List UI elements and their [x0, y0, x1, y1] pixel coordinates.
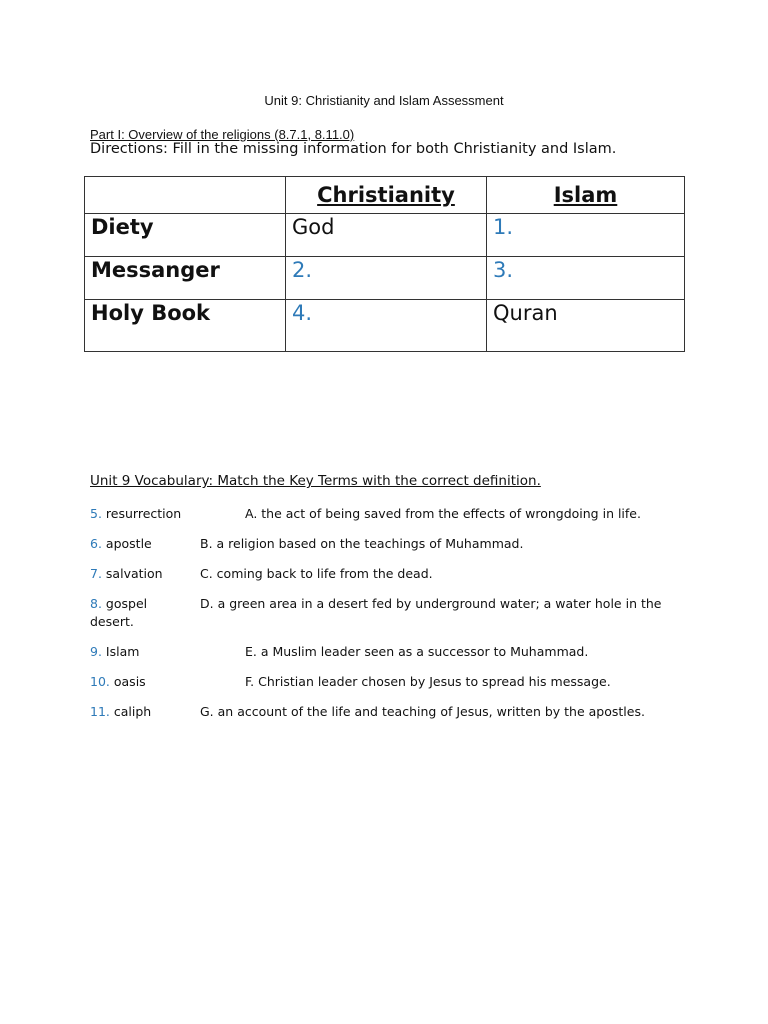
part-heading: Part I: Overview of the religions (8.7.1, 8.11.0) [90, 127, 355, 142]
list-item [90, 643, 589, 661]
answer-blank-1[interactable]: 1. [487, 214, 685, 257]
vocab-definition: D. a green area in a desert fed by underground water; a water hole in the [200, 596, 662, 611]
cell-christianity-diety: God [286, 214, 487, 257]
vocab-definition: E. a Muslim leader seen as a successor to Muhammad. [245, 644, 589, 659]
answer-blank-2[interactable]: 2. [286, 257, 487, 300]
list-item [90, 703, 645, 721]
row-label-holy-book: Holy Book [85, 300, 286, 352]
header-islam: Islam [487, 177, 685, 214]
vocab-number: 10. [90, 674, 110, 689]
vocab-definition: G. an account of the life and teaching of Jesus, written by the apostles. [200, 704, 645, 719]
vocab-term: apostle [105, 536, 152, 551]
cell-islam-holy-book: Quran [487, 300, 685, 352]
vocab-number: 5. [90, 506, 102, 521]
list-item [90, 535, 524, 553]
vocab-number: 9. [90, 644, 102, 659]
vocab-term: Islam [105, 644, 140, 659]
row-label-messanger: Messanger [85, 257, 286, 300]
vocab-number: 6. [90, 536, 102, 551]
vocab-number: 8. [90, 596, 102, 611]
row-label-diety: Diety [85, 214, 286, 257]
vocab-definition: B. a religion based on the teachings of Muhammad. [200, 536, 524, 551]
answer-blank-4[interactable]: 4. [286, 300, 487, 352]
directions-text: Directions: Fill in the missing information for both Christianity and Islam. [90, 141, 617, 157]
vocab-definition: C. coming back to life from the dead. [200, 566, 433, 581]
table-row [85, 214, 685, 257]
list-item [90, 673, 611, 691]
page-title: Unit 9: Christianity and Islam Assessment [264, 93, 504, 108]
header-empty [85, 177, 286, 214]
answer-blank-3[interactable]: 3. [487, 257, 685, 300]
religions-table [84, 176, 685, 352]
table-row [85, 257, 685, 300]
table-header-row [85, 177, 685, 214]
header-christianity: Christianity [286, 177, 487, 214]
list-item [90, 595, 662, 613]
vocab-term: gospel [105, 596, 148, 611]
vocab-number: 11. [90, 704, 110, 719]
list-item [90, 505, 641, 523]
vocab-term: oasis [113, 674, 146, 689]
vocab-heading: Unit 9 Vocabulary: Match the Key Terms with the correct definition. [90, 473, 541, 489]
vocab-number: 7. [90, 566, 102, 581]
table-row [85, 300, 685, 352]
list-item [90, 565, 433, 583]
vocab-term: caliph [113, 704, 152, 719]
vocab-definition: A. the act of being saved from the effects of wrongdoing in life. [245, 506, 641, 521]
vocab-term: resurrection [105, 506, 182, 521]
vocab-definition-continued: desert. [90, 614, 134, 629]
vocab-term: salvation [105, 566, 163, 581]
vocab-definition: F. Christian leader chosen by Jesus to spread his message. [245, 674, 611, 689]
